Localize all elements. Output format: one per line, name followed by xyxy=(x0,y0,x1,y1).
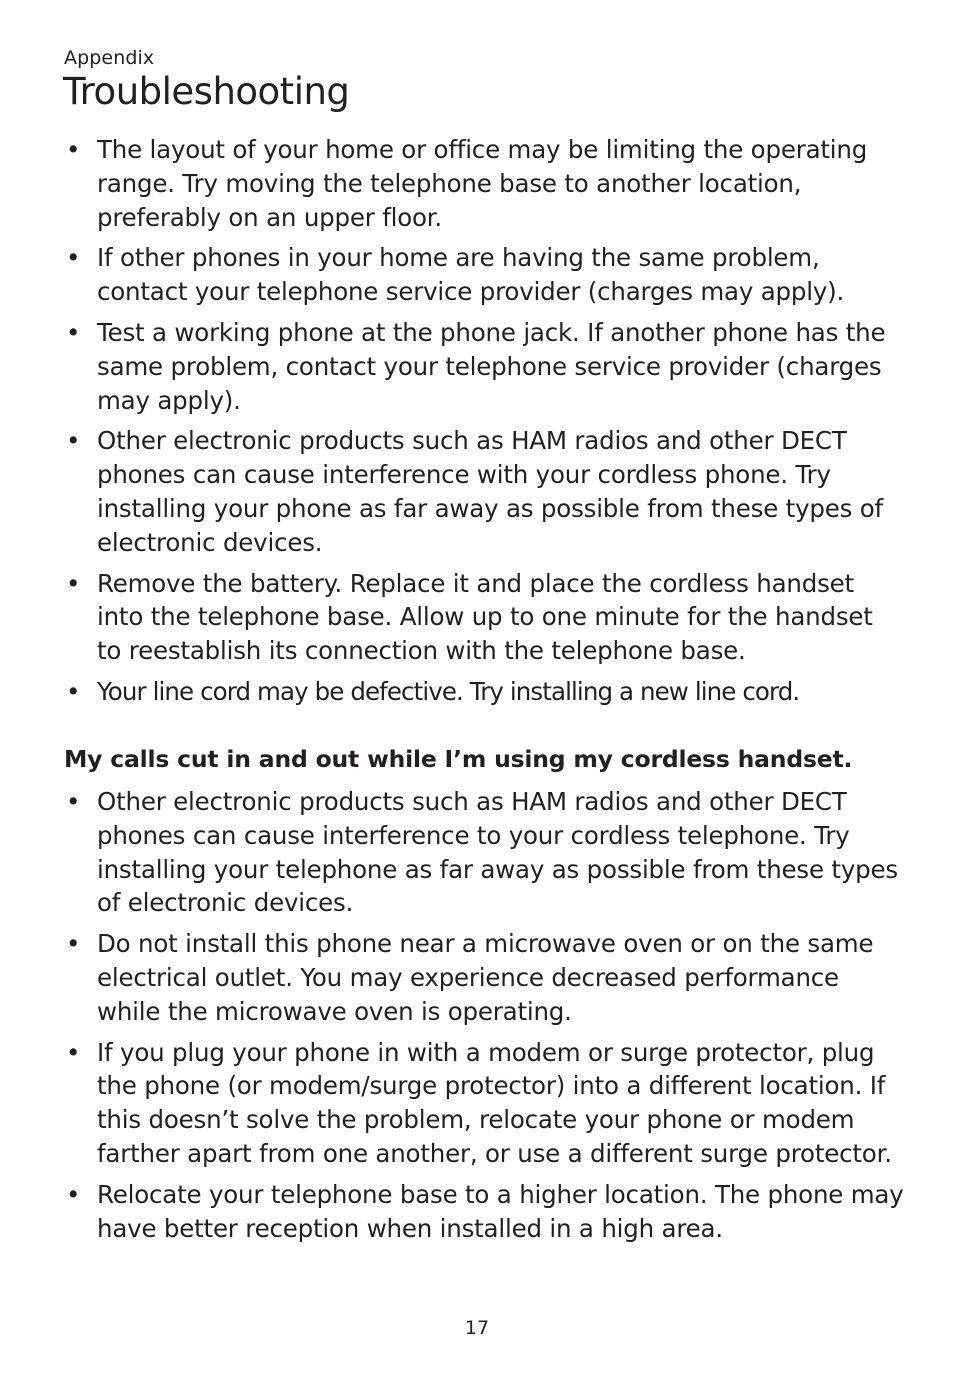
list-item-text: The layout of your home or office may be limiting the operating range. Try moving the telephone base to another location, preferably on an upper floor. xyxy=(97,135,868,232)
bullet-icon: • xyxy=(66,568,81,598)
bullet-icon: • xyxy=(66,243,81,273)
list-item-text: If you plug your phone in with a modem or surge protector, plug the phone (or modem/surge protector) into a different location. If this doesn’t solve the problem, relocate your phone or modem farther apart from one another, or use a different surge protector. xyxy=(97,1037,892,1168)
list-item xyxy=(64,675,904,709)
page-number: 17 xyxy=(464,1317,490,1339)
bullet-icon: • xyxy=(66,1037,81,1067)
list-item-text: Your line cord may be defective. Try installing a new line cord. xyxy=(97,676,800,706)
list-item-text: Remove the battery. Replace it and place the cordless handset into the telephone base. Allow up to one minute for the handset to reestablish its connection with the telephone base. xyxy=(97,568,873,666)
list-item xyxy=(64,785,904,920)
bullet-icon: • xyxy=(66,426,81,456)
list-item xyxy=(64,927,904,1028)
bullet-icon: • xyxy=(66,929,81,959)
section-subheading: My calls cut in and out while I’m using my cordless handset. xyxy=(64,745,853,773)
list-item-text: If other phones in your home are having the same problem, contact your telephone service provider (charges may apply). xyxy=(97,243,845,307)
list-item-text: Do not install this phone near a microwave oven or on the same electrical outlet. You may experience decreased performance while the microwave oven is operating. xyxy=(97,929,874,1026)
list-item-text: Test a working phone at the phone jack. If another phone has the same problem, contact your telephone service provider (charges may apply). xyxy=(97,317,886,415)
list-item xyxy=(64,241,904,309)
list-item xyxy=(64,1036,904,1171)
bullet-icon: • xyxy=(66,676,80,706)
section-label: Appendix xyxy=(64,47,155,69)
bullet-icon: • xyxy=(66,1179,81,1209)
list-item xyxy=(64,1178,904,1246)
page-title: Troubleshooting xyxy=(63,70,350,113)
list-item-text: Relocate your telephone base to a higher location. The phone may have better reception when installed in a high area. xyxy=(97,1179,904,1243)
list-item-text: Other electronic products such as HAM radios and other DECT phones can cause interference with your cordless phone. Try installing your phone as far away as possible from these types of electronic devices. xyxy=(97,426,883,557)
bullet-icon: • xyxy=(66,317,81,347)
list-item-text: Other electronic products such as HAM radios and other DECT phones can cause interference to your cordless telephone. Try installing your telephone as far away as possible from these types of electronic devices. xyxy=(97,787,898,918)
cut-in-out-troubleshooting-list xyxy=(64,785,904,1252)
range-troubleshooting-list xyxy=(64,133,904,716)
bullet-icon: • xyxy=(66,135,81,164)
list-item xyxy=(64,316,904,417)
bullet-icon: • xyxy=(66,787,81,816)
list-item xyxy=(64,424,904,559)
list-item xyxy=(64,133,904,234)
list-item xyxy=(64,567,904,668)
